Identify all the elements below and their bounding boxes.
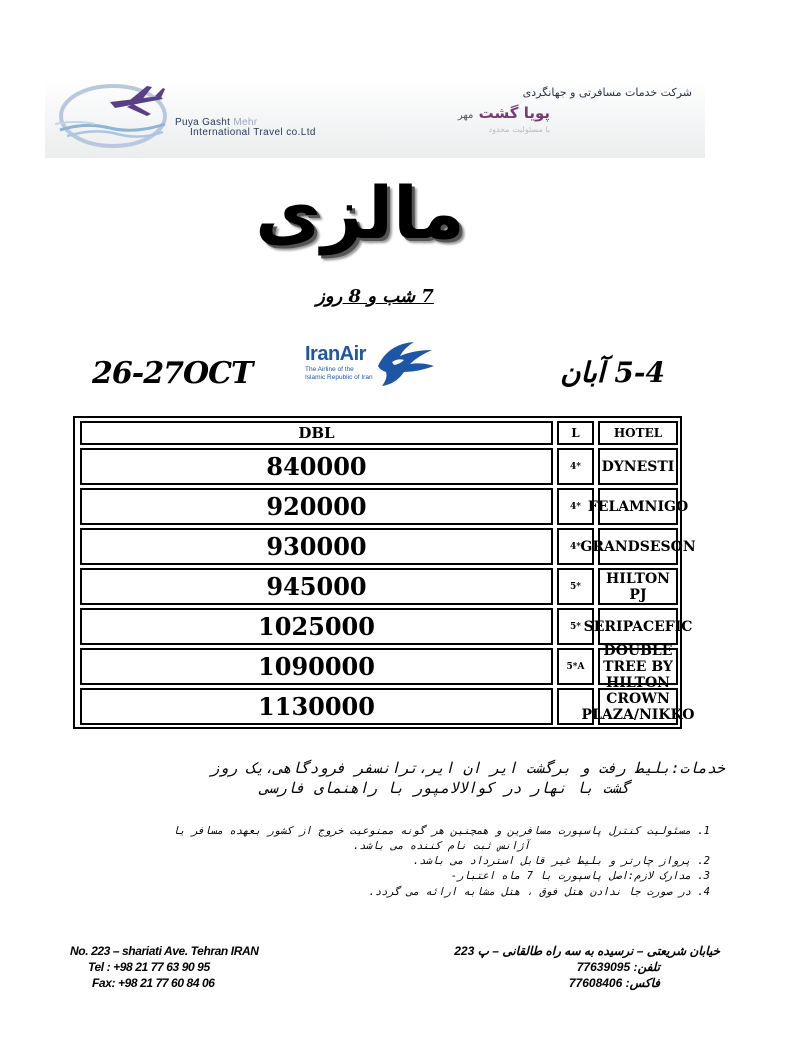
company-name-en-line2: International Travel co.Ltd xyxy=(190,127,316,138)
table-row-hotel: FELAMNIGO xyxy=(598,488,678,525)
company-type-fa: شرکت خدمات مسافرتی و جهانگردی xyxy=(522,86,692,99)
table-row-price: 945000 xyxy=(80,568,553,605)
page-title: مالزی xyxy=(255,171,465,255)
travel-dates-en: 26-27OCT xyxy=(92,356,253,391)
company-name-en-line1: Puya Gasht Mehr xyxy=(175,117,258,128)
footer-address-fa: خیابان شریعتی – نرسیده به سه راه طالقانی – پ 223 xyxy=(454,944,720,958)
footer-tel-en: Tel : +98 21 77 63 90 95 xyxy=(88,960,210,974)
note-item: 1. مسئولیت کنترل پاسپورت مسافرین و همچنین هر گونه ممنوعیت خروج از کشور بعهده مسافر یا xyxy=(172,825,710,837)
company-name-en-suffix: Mehr xyxy=(233,117,258,128)
table-row-rating: 5* xyxy=(557,608,594,645)
table-row-price: 1025000 xyxy=(80,608,553,645)
price-table xyxy=(73,416,696,729)
company-slogan-fa: با مسئولیت محدود xyxy=(488,125,550,134)
footer-tel-fa: تلفن: 77639095 xyxy=(576,960,660,974)
table-row-price: 1090000 xyxy=(80,648,553,685)
note-item: 4. در صورت جا ندادن هتل فوق ، هتل مشابه ارائه می گردد. xyxy=(368,886,710,898)
table-row-hotel: CROWN PLAZA/NIKKO xyxy=(598,688,678,725)
note-item: 2. پرواز چارتر و بلیط غیر قابل استرداد می باشد. xyxy=(412,855,710,867)
footer-fax-fa: فاکس: 77608406 xyxy=(568,976,660,990)
trip-duration: 7 شب و 8 روز xyxy=(316,286,434,307)
footer-address-en: No. 223 – shariati Ave. Tehran IRAN xyxy=(70,944,259,958)
table-row-rating: 4* xyxy=(557,488,594,525)
table-header-hotel: HOTEL xyxy=(598,421,678,445)
company-name-fa: پویا گشت مهر xyxy=(457,104,550,122)
table-header-price: DBL xyxy=(80,421,553,445)
services-line-2: گشت با نهار در کوالالامپور با راهنمای فارسی xyxy=(259,779,630,797)
table-row-rating: 5* xyxy=(557,568,594,605)
airline-name: IranAir xyxy=(305,343,366,365)
airline-tagline-1: The Airline of the xyxy=(305,366,354,373)
footer-fax-en: Fax: +98 21 77 60 84 06 xyxy=(92,976,215,990)
table-row-price: 930000 xyxy=(80,528,553,565)
table-row-rating: 4* xyxy=(557,528,594,565)
table-row-price: 840000 xyxy=(80,448,553,485)
note-item-continued: آژانس ثبت نام کننده می باشد. xyxy=(352,840,530,852)
services-line-1: خدمات:بلیط رفت و برگشت ایر ان ایر،ترانسفر فرودگاهی،یک روز xyxy=(210,759,725,777)
table-row-price: 1130000 xyxy=(80,688,553,725)
travel-dates-fa: 5-4 آبان xyxy=(559,356,665,389)
table-row-hotel: DYNESTI xyxy=(598,448,678,485)
table-row-hotel: SERIPACEFIC xyxy=(598,608,678,645)
table-header-rating: L xyxy=(557,421,594,445)
table-row-hotel: DOUBLE TREE BY HILTON xyxy=(598,648,678,685)
table-row-rating: 5*A xyxy=(557,648,594,685)
table-row-hotel: HILTON PJ xyxy=(598,568,678,605)
table-row-hotel: GRANDSESON xyxy=(598,528,678,565)
airline-tagline-2: Islamic Republic of Iran xyxy=(305,374,373,381)
company-name-fa-suffix: مهر xyxy=(457,110,474,121)
company-logo-icon xyxy=(55,82,175,152)
note-item: 3. مدارک لازم:اصل پاسپورت با 7 ماه اعتبار- xyxy=(450,870,710,882)
table-row-rating: 4* xyxy=(557,448,594,485)
table-row-price: 920000 xyxy=(80,488,553,525)
